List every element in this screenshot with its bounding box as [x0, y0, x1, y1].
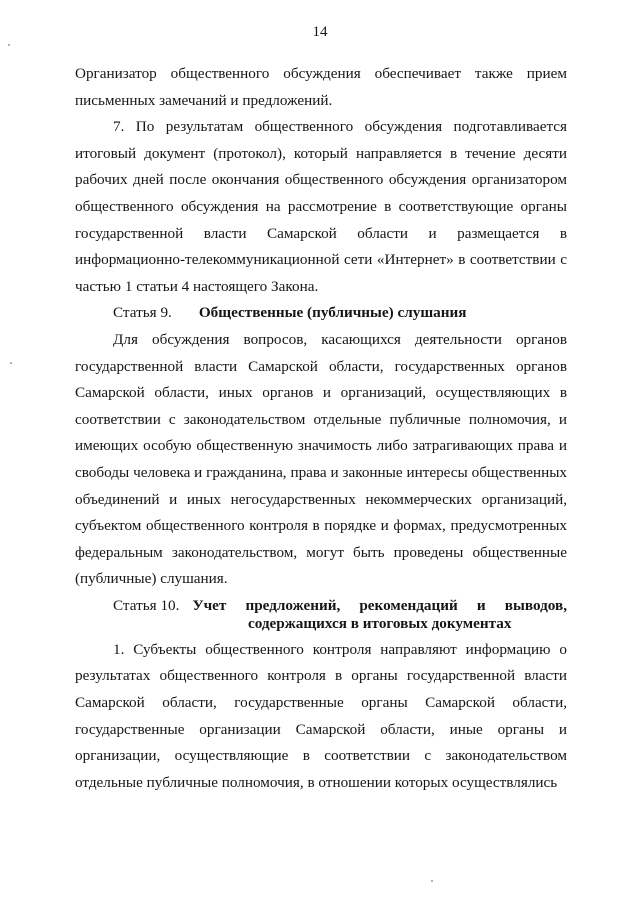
- article-10-text: 1. Субъекты общественного контроля направляют информацию о результатах общественного контроля в органы государственной власти Самарской области, государственные органы Самарской области, государственные организации Самарской области, иные органы и организации, осуществляющие в соответствии с законодательством отдельные публичные полномочия, в отношении которых осуществлялись: [75, 640, 567, 791]
- scan-speck: [10, 362, 12, 364]
- paragraph-organizer-receipt: Организатор общественного обсуждения обеспечивает также прием письменных замечаний и предложений.: [75, 65, 567, 109]
- paragraph-item-7: 7. По результатам общественного обсуждения подготавливается итоговый документ (протокол), который направляется в течение десяти рабочих дней после окончания общественного обсуждения организатором общественного обсуждения на рассмотрение в соответствующие органы государственной власти Самарской области и размещается в информационно-телекоммуникационной сети «Интернет» в соответствии с частью 1 статьи 4 настоящего Закона.: [75, 118, 567, 295]
- page-number: 14: [312, 24, 328, 40]
- document-body: [75, 61, 567, 796]
- article-9-heading: [75, 300, 567, 327]
- scan-speck: [8, 44, 10, 46]
- article-10-heading: [75, 597, 567, 633]
- article-9-number: Статья 9.: [113, 304, 172, 322]
- article-9-text: Для обсуждения вопросов, касающихся деятельности органов государственной власти Самарской области, государственных органов Самарской области, иных органов и организаций, осуществляющих в соответствии с законодательством отдельные публичные полномочия, и имеющих особую общественную значимость либо затрагивающих права и свободы человека и гражданина, права и законные интересы общественных объединений и иных негосударственных некоммерческих организаций, субъектом общественного контроля в порядке и формах, предусмотренных федеральным законодательством, могут быть проведены общественные (публичные) слушания.: [75, 330, 567, 588]
- article-9-title: Общественные (публичные) слушания: [198, 304, 467, 322]
- scan-speck: [431, 880, 433, 882]
- article-10-number: Статья 10.: [113, 596, 180, 614]
- article-10-title: Учет предложений, рекомендаций и выводов, содержащихся в итоговых документах: [192, 596, 567, 632]
